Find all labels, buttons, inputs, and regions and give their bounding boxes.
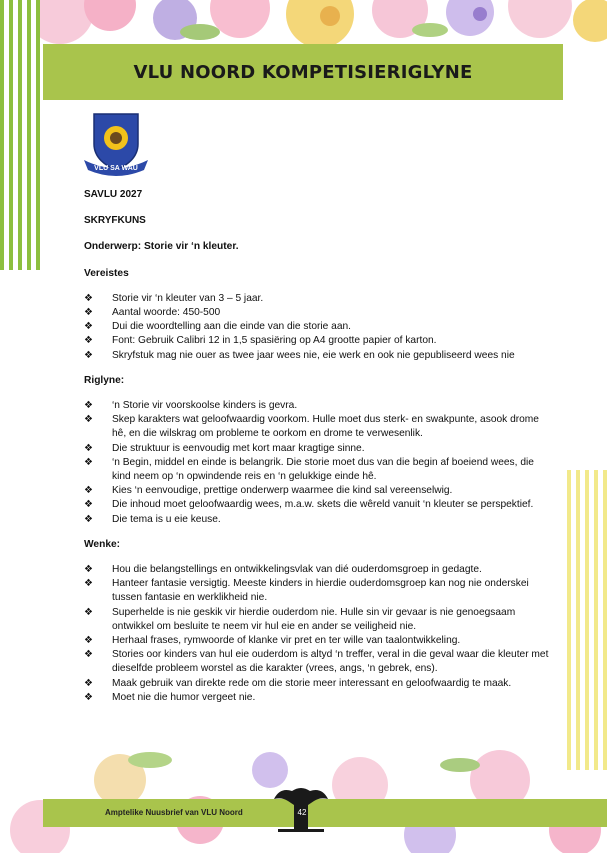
crest-banner-text: VLU SA WAU	[94, 165, 138, 172]
section-heading-wenke: Wenke:	[84, 538, 121, 550]
category-line: SKRYFKUNS	[84, 215, 146, 227]
diamond-bullet-icon: ❖	[84, 691, 93, 703]
diamond-bullet-icon: ❖	[84, 635, 93, 647]
diamond-bullet-icon: ❖	[84, 578, 93, 590]
list-item: ❖ ‘n Storie vir voorskoolse kinders is gevra.	[84, 399, 554, 413]
diamond-bullet-icon: ❖	[84, 442, 93, 454]
diamond-bullet-icon: ❖	[84, 335, 93, 347]
list-item: ❖ Kies ‘n eenvoudige, prettige onderwerp waarmee die kind sal vereenselwig.	[84, 484, 554, 498]
list-item: ❖ Hou die belangstellings en ontwikkelingsvlak van dié ouderdomsgroep in gedagte.	[84, 563, 554, 577]
list-item: ❖ Dui die woordtelling aan die einde van die storie aan.	[84, 320, 554, 334]
topic-line: Onderwerp: Storie vir ‘n kleuter.	[84, 241, 239, 253]
diamond-bullet-icon: ❖	[84, 677, 93, 689]
diamond-bullet-icon: ❖	[84, 606, 93, 618]
diamond-bullet-icon: ❖	[84, 513, 93, 525]
page-title: VLU NOORD KOMPETISIERIGLYNE	[133, 61, 473, 83]
diamond-bullet-icon: ❖	[84, 349, 93, 361]
list-item: ❖ Die tema is u eie keuse.	[84, 513, 554, 527]
section-heading-vereistes: Vereistes	[84, 267, 129, 279]
list-item: ❖ Aantal woorde: 450-500	[84, 306, 554, 320]
section-heading-riglyne: Riglyne:	[84, 374, 125, 386]
list-item: ❖ Skryfstuk mag nie ouer as twee jaar wees nie, eie werk en ook nie gepubliseerd wees nie	[84, 349, 554, 363]
list-wenke	[84, 563, 554, 705]
list-item: ❖ Hanteer fantasie versigtig. Meeste kinders in hierdie ouderdomsgroep kan nog nie onderskei tussen fantasie en werklikheid nie.	[84, 578, 529, 604]
list-item: ❖ Stories oor kinders van hul eie ouderdom is altyd ‘n treffer, veral in die geval waar die kleuter met dieselfde probleem worstel as die karakter (vrees, angs, ‘n gebrek, ens).	[84, 649, 549, 675]
title-banner	[43, 44, 563, 100]
list-riglyne	[84, 399, 554, 527]
list-item: ❖ ‘n Begin, middel en einde is belangrik. Die storie moet dus van die begin af boeiend wees, die kind neem op ‘n opwindende reis en ‘n gelukkige einde hê.	[84, 456, 534, 483]
diamond-bullet-icon: ❖	[84, 307, 93, 319]
right-stripe-decoration	[567, 470, 607, 770]
list-vereistes	[84, 292, 554, 363]
diamond-bullet-icon: ❖	[84, 485, 93, 497]
diamond-bullet-icon: ❖	[84, 414, 93, 426]
list-item: ❖ Maak gebruik van direkte rede om die storie meer interessant en geloofwaardig te maak.	[84, 677, 554, 691]
diamond-bullet-icon: ❖	[84, 400, 93, 412]
list-item: ❖ Storie vir ‘n kleuter van 3 – 5 jaar.	[84, 292, 554, 306]
year-line: SAVLU 2027	[84, 189, 143, 200]
diamond-bullet-icon: ❖	[84, 649, 93, 661]
diamond-bullet-icon: ❖	[84, 564, 93, 576]
footer-caption: Amptelike Nuusbrief van VLU Noord	[105, 808, 243, 817]
diamond-bullet-icon: ❖	[84, 456, 93, 468]
list-item: ❖ Skep karakters wat geloofwaardig voorkom. Hulle moet dus sterk- en swakpunte, asook drome hê, en die wilskrag om probleme te oorkom en drome te verwesenlik.	[84, 414, 539, 440]
list-item: ❖ Moet nie die humor vergeet nie.	[84, 691, 554, 705]
list-item: ❖ Superhelde is nie geskik vir hierdie ouderdom nie. Hulle sin vir gevaar is nie genoegsaam ontwikkel om besluite te neem vir hul eie en ander se veiligheid nie.	[84, 606, 516, 632]
list-item: ❖ Herhaal frases, rymwoorde of klanke vir pret en ter wille van taalontwikkeling.	[84, 634, 554, 648]
left-stripe-decoration	[0, 0, 40, 270]
document-body	[84, 188, 554, 716]
list-item: ❖ Die inhoud moet geloofwaardig wees, m.a.w. skets die wêreld vanuit ‘n kleuter se perspektief.	[84, 498, 554, 512]
diamond-bullet-icon: ❖	[84, 292, 93, 304]
list-item: ❖ Font: Gebruik Calibri 12 in 1,5 spasiëring op A4 grootte papier of karton.	[84, 334, 554, 348]
diamond-bullet-icon: ❖	[84, 499, 93, 511]
vlu-crest-logo	[82, 110, 150, 178]
diamond-bullet-icon: ❖	[84, 321, 93, 333]
list-item: ❖ Die struktuur is eenvoudig met kort maar kragtige sinne.	[84, 442, 554, 456]
page-number: 42	[297, 808, 307, 817]
